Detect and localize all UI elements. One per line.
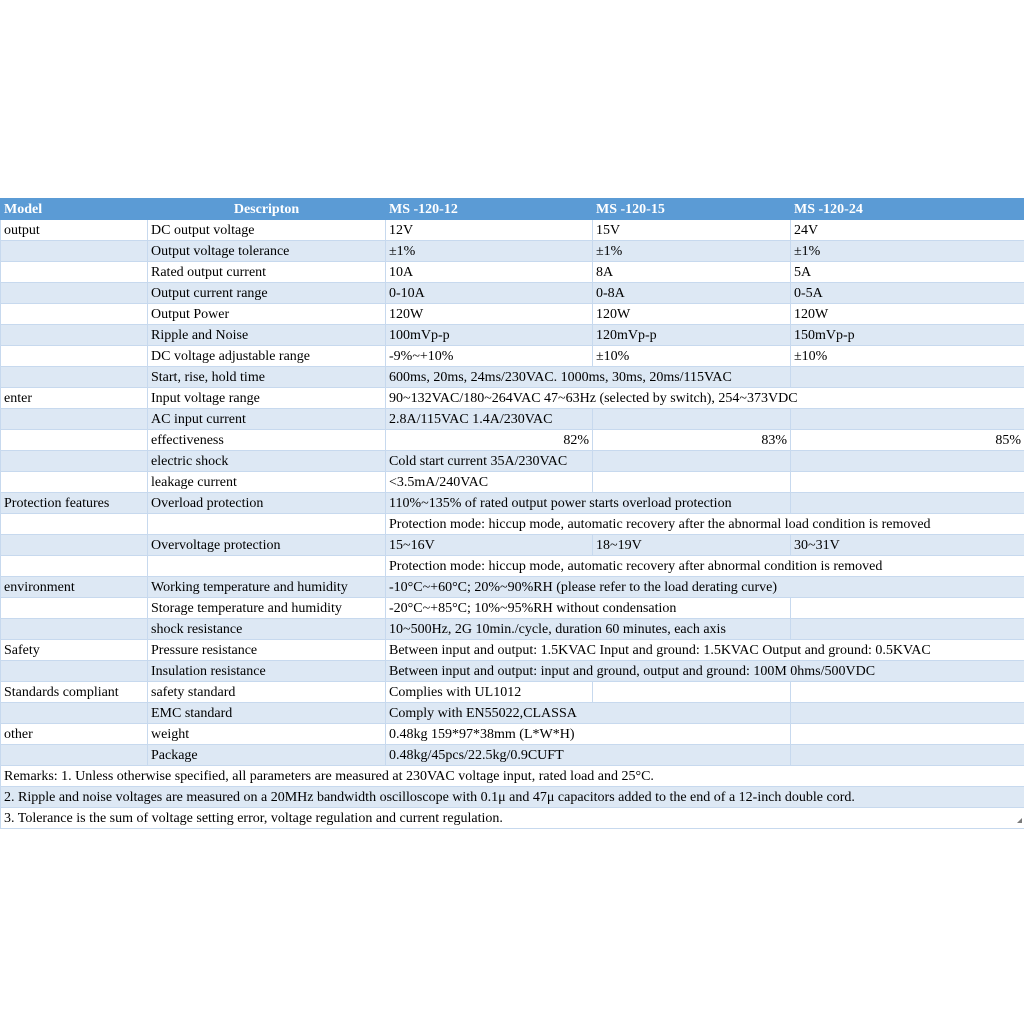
category-cell <box>1 514 148 535</box>
category-cell <box>1 451 148 472</box>
description-cell: safety standard <box>148 682 386 703</box>
table-row <box>1 430 1024 451</box>
value-cell: 120W <box>386 304 593 325</box>
value-cell: Between input and output: input and ground, output and ground: 100M 0hms/500VDC <box>386 661 1024 682</box>
value-cell <box>791 682 1024 703</box>
value-cell <box>593 451 791 472</box>
value-cell: 30~31V <box>791 535 1024 556</box>
value-cell: Cold start current 35A/230VAC <box>386 451 593 472</box>
description-cell: Overvoltage protection <box>148 535 386 556</box>
value-cell: -20°C~+85°C; 10%~95%RH without condensation <box>386 598 791 619</box>
value-cell: 12V <box>386 220 593 241</box>
value-cell: Comply with EN55022,CLASSA <box>386 703 791 724</box>
table-row <box>1 535 1024 556</box>
table-row <box>1 724 1024 745</box>
value-cell: ±1% <box>386 241 593 262</box>
description-cell: AC input current <box>148 409 386 430</box>
description-cell: Storage temperature and humidity <box>148 598 386 619</box>
value-cell: Between input and output: 1.5KVAC Input and ground: 1.5KVAC Output and ground: 0.5KVAC <box>386 640 1024 661</box>
value-cell <box>791 409 1024 430</box>
header-description: Descripton <box>148 199 386 220</box>
value-cell: ±1% <box>593 241 791 262</box>
value-cell: 10A <box>386 262 593 283</box>
table-row <box>1 409 1024 430</box>
value-cell: 600ms, 20ms, 24ms/230VAC. 1000ms, 30ms, 20ms/115VAC <box>386 367 791 388</box>
header-model-2: MS -120-15 <box>593 199 791 220</box>
value-cell: ±1% <box>791 241 1024 262</box>
category-cell <box>1 430 148 451</box>
category-cell: enter <box>1 388 148 409</box>
remark-row <box>1 787 1024 808</box>
remark-row <box>1 808 1024 829</box>
value-cell <box>791 367 1024 388</box>
value-cell <box>791 745 1024 766</box>
value-cell <box>593 472 791 493</box>
table-row <box>1 556 1024 577</box>
table-row <box>1 367 1024 388</box>
category-cell: other <box>1 724 148 745</box>
header-model-3: MS -120-24 <box>791 199 1024 220</box>
value-cell <box>791 724 1024 745</box>
category-cell <box>1 745 148 766</box>
value-cell: 83% <box>593 430 791 451</box>
value-cell: 90~132VAC/180~264VAC 47~63Hz (selected by switch), 254~373VDC <box>386 388 1024 409</box>
value-cell: <3.5mA/240VAC <box>386 472 593 493</box>
description-cell: weight <box>148 724 386 745</box>
category-cell <box>1 262 148 283</box>
table-row <box>1 514 1024 535</box>
value-cell: -10°C~+60°C; 20%~90%RH (please refer to the load derating curve) <box>386 577 1024 598</box>
description-cell: electric shock <box>148 451 386 472</box>
value-cell: 0.48kg 159*97*38mm (L*W*H) <box>386 724 791 745</box>
category-cell <box>1 619 148 640</box>
category-cell: Safety <box>1 640 148 661</box>
category-cell <box>1 283 148 304</box>
value-cell: 24V <box>791 220 1024 241</box>
remark-text: 3. Tolerance is the sum of voltage setting error, voltage regulation and current regulation. <box>1 808 1024 829</box>
table-row <box>1 325 1024 346</box>
description-cell: effectiveness <box>148 430 386 451</box>
value-cell: 8A <box>593 262 791 283</box>
description-cell: Working temperature and humidity <box>148 577 386 598</box>
value-cell: 2.8A/115VAC 1.4A/230VAC <box>386 409 593 430</box>
table-row <box>1 220 1024 241</box>
value-cell: 0.48kg/45pcs/22.5kg/0.9CUFT <box>386 745 791 766</box>
description-cell: Input voltage range <box>148 388 386 409</box>
description-cell: Output current range <box>148 283 386 304</box>
category-cell: Protection features <box>1 493 148 514</box>
category-cell <box>1 346 148 367</box>
description-cell: Output voltage tolerance <box>148 241 386 262</box>
table-row <box>1 661 1024 682</box>
description-cell: Insulation resistance <box>148 661 386 682</box>
category-cell <box>1 472 148 493</box>
value-cell: Complies with UL1012 <box>386 682 593 703</box>
value-cell: 15~16V <box>386 535 593 556</box>
category-cell <box>1 241 148 262</box>
value-cell <box>791 451 1024 472</box>
category-cell: output <box>1 220 148 241</box>
description-cell: Output Power <box>148 304 386 325</box>
description-cell: EMC standard <box>148 703 386 724</box>
category-cell <box>1 409 148 430</box>
value-cell: -9%~+10% <box>386 346 593 367</box>
category-cell <box>1 535 148 556</box>
description-cell: leakage current <box>148 472 386 493</box>
value-cell: 15V <box>593 220 791 241</box>
description-cell <box>148 514 386 535</box>
remark-text: 2. Ripple and noise voltages are measured on a 20MHz bandwidth oscilloscope with 0.1μ and 47μ capacitors added to the end of a 12-inch double cord. <box>1 787 1024 808</box>
description-cell: Rated output current <box>148 262 386 283</box>
table-row <box>1 472 1024 493</box>
value-cell <box>791 598 1024 619</box>
table-row <box>1 346 1024 367</box>
table-row <box>1 388 1024 409</box>
table-row <box>1 745 1024 766</box>
value-cell <box>791 619 1024 640</box>
category-cell <box>1 556 148 577</box>
value-cell: 0-8A <box>593 283 791 304</box>
category-cell <box>1 661 148 682</box>
value-cell <box>593 409 791 430</box>
category-cell <box>1 325 148 346</box>
description-cell: Start, rise, hold time <box>148 367 386 388</box>
description-cell: DC voltage adjustable range <box>148 346 386 367</box>
category-cell <box>1 598 148 619</box>
value-cell: 5A <box>791 262 1024 283</box>
value-cell <box>791 703 1024 724</box>
value-cell: 18~19V <box>593 535 791 556</box>
value-cell: Protection mode: hiccup mode, automatic recovery after abnormal condition is removed <box>386 556 1024 577</box>
table-row <box>1 682 1024 703</box>
value-cell: Protection mode: hiccup mode, automatic recovery after the abnormal load condition is removed <box>386 514 1024 535</box>
value-cell: 120W <box>791 304 1024 325</box>
value-cell: 0-10A <box>386 283 593 304</box>
remark-row <box>1 766 1024 787</box>
table-row <box>1 493 1024 514</box>
value-cell: ±10% <box>791 346 1024 367</box>
value-cell <box>791 472 1024 493</box>
value-cell: 110%~135% of rated output power starts overload protection <box>386 493 791 514</box>
table-row <box>1 283 1024 304</box>
category-cell: environment <box>1 577 148 598</box>
table-row <box>1 619 1024 640</box>
description-cell: Package <box>148 745 386 766</box>
resize-handle-icon <box>1017 818 1022 823</box>
header-model: Model <box>1 199 148 220</box>
value-cell: 150mVp-p <box>791 325 1024 346</box>
value-cell: 100mVp-p <box>386 325 593 346</box>
value-cell: ±10% <box>593 346 791 367</box>
category-cell <box>1 367 148 388</box>
category-cell <box>1 703 148 724</box>
value-cell <box>791 493 1024 514</box>
category-cell: Standards compliant <box>1 682 148 703</box>
table-row <box>1 304 1024 325</box>
table-row <box>1 241 1024 262</box>
table-row <box>1 577 1024 598</box>
value-cell: 82% <box>386 430 593 451</box>
description-cell <box>148 556 386 577</box>
value-cell: 120mVp-p <box>593 325 791 346</box>
description-cell: shock resistance <box>148 619 386 640</box>
category-cell <box>1 304 148 325</box>
description-cell: Overload protection <box>148 493 386 514</box>
value-cell: 0-5A <box>791 283 1024 304</box>
description-cell: Ripple and Noise <box>148 325 386 346</box>
value-cell: 85% <box>791 430 1024 451</box>
value-cell <box>593 682 791 703</box>
header-row <box>1 199 1024 220</box>
value-cell: 10~500Hz, 2G 10min./cycle, duration 60 minutes, each axis <box>386 619 791 640</box>
description-cell: Pressure resistance <box>148 640 386 661</box>
table-row <box>1 262 1024 283</box>
header-model-1: MS -120-12 <box>386 199 593 220</box>
spec-table <box>0 198 1024 829</box>
table-row <box>1 451 1024 472</box>
table-row <box>1 640 1024 661</box>
value-cell: 120W <box>593 304 791 325</box>
table-row <box>1 703 1024 724</box>
table-row <box>1 598 1024 619</box>
description-cell: DC output voltage <box>148 220 386 241</box>
remark-text: Remarks: 1. Unless otherwise specified, all parameters are measured at 230VAC voltage input, rated load and 25°C. <box>1 766 1024 787</box>
